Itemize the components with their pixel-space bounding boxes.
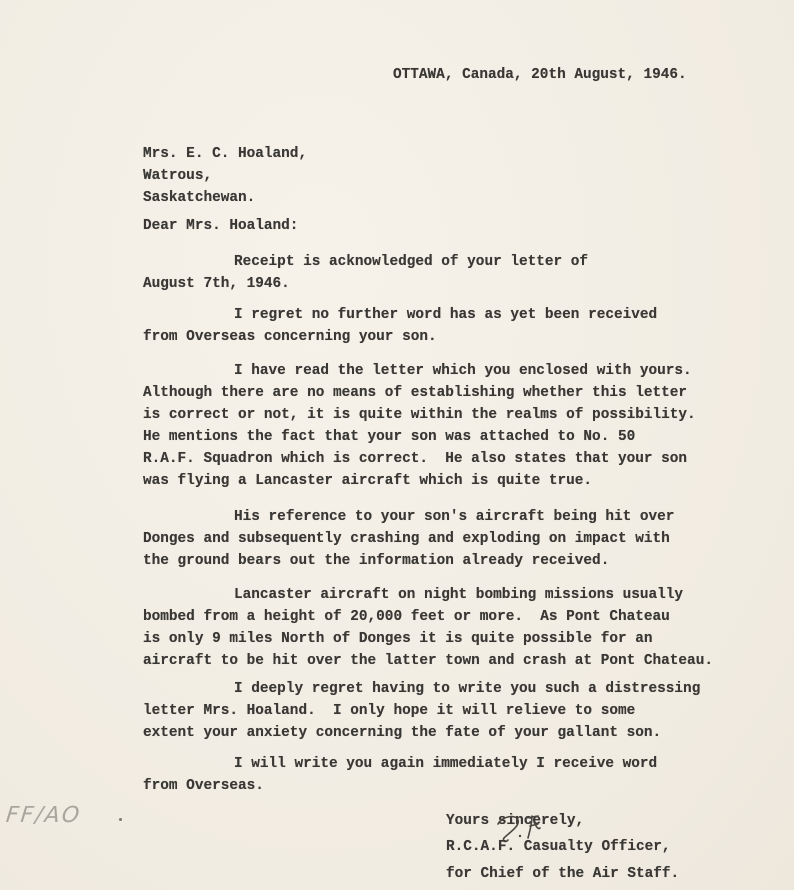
paragraph-line: is correct or not, it is quite within the realms of possibility. (143, 407, 696, 423)
paragraph-line: from Overseas concerning your son. (143, 329, 437, 345)
recipient-town: Watrous, (143, 168, 213, 184)
paragraph-line: Lancaster aircraft on night bombing missions usually (234, 587, 684, 603)
paragraph-line: from Overseas. (143, 778, 264, 794)
signatory-for: for Chief of the Air Staff. (446, 866, 680, 882)
paragraph-line: His reference to your son's aircraft being hit over (234, 509, 675, 525)
paragraph-line: He mentions the fact that your son was attached to No. 50 (143, 429, 636, 445)
paragraph-line: R.A.F. Squadron which is correct. He also states that your son (143, 451, 688, 467)
paragraph-line: Receipt is acknowledged of your letter of (234, 254, 589, 270)
paragraph-line: I will write you again immediately I receive word (234, 756, 658, 772)
paragraph-line: was flying a Lancaster aircraft which is quite true. (143, 473, 593, 489)
recipient-province: Saskatchewan. (143, 190, 256, 206)
paragraph-line: I regret no further word has as yet been received (234, 307, 658, 323)
paragraph-line: the ground bears out the information already received. (143, 553, 610, 569)
paragraph-line: I deeply regret having to write you such a distressing (234, 681, 701, 697)
pencil-annotation: FF/AO (4, 803, 83, 828)
recipient-name: Mrs. E. C. Hoaland, (143, 146, 308, 162)
paragraph-line: August 7th, 1946. (143, 276, 290, 292)
ink-speck (119, 818, 122, 821)
dateline: OTTAWA, Canada, 20th August, 1946. (393, 67, 687, 83)
salutation: Dear Mrs. Hoaland: (143, 218, 299, 234)
paragraph-line: letter Mrs. Hoaland. I only hope it will relieve to some (143, 703, 636, 719)
paragraph-line: extent your anxiety concerning the fate of your gallant son. (143, 725, 662, 741)
paragraph-line: I have read the letter which you enclosed with yours. (234, 363, 692, 379)
paragraph-line: aircraft to be hit over the latter town and crash at Pont Chateau. (143, 653, 713, 669)
closing: Yours sincerely, (446, 813, 585, 829)
paragraph-line: Donges and subsequently crashing and exploding on impact with (143, 531, 670, 547)
paragraph-line: is only 9 miles North of Donges it is quite possible for an (143, 631, 653, 647)
signatory-title: R.C.A.F. Casualty Officer, (446, 839, 671, 855)
paragraph-line: bombed from a height of 20,000 feet or more. As Pont Chateau (143, 609, 670, 625)
paragraph-line: Although there are no means of establishing whether this letter (143, 385, 688, 401)
